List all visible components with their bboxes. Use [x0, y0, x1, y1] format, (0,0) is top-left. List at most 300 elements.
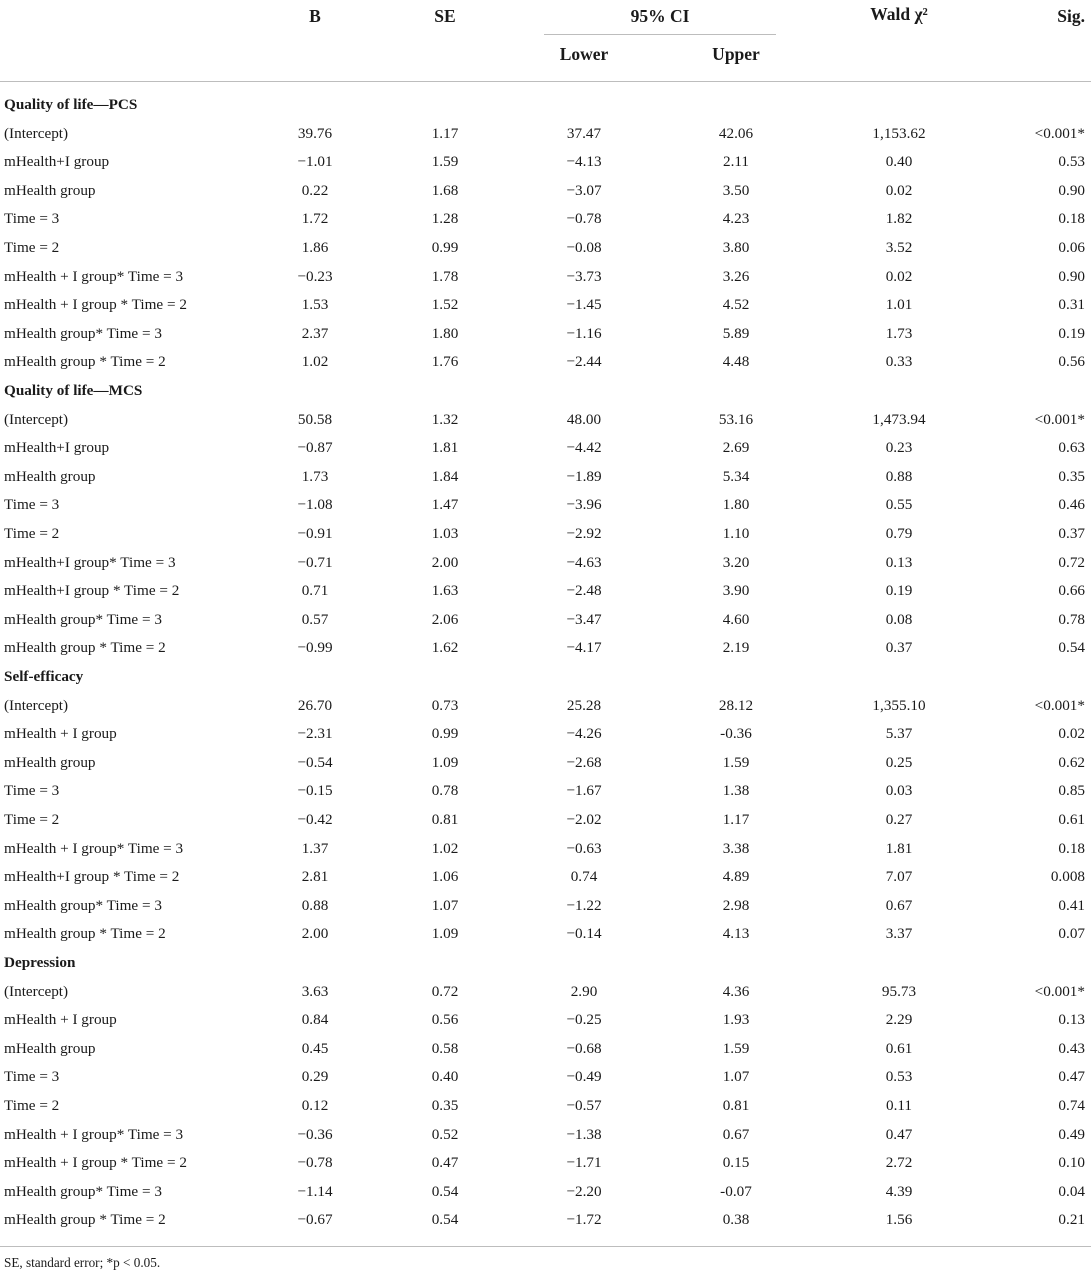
cell-wald: 0.03	[885, 782, 913, 800]
cell-sig: 0.02	[1058, 725, 1085, 743]
row-label: mHealth + I group * Time = 2	[4, 296, 187, 314]
section-row	[0, 382, 1091, 410]
cell-wald: 0.02	[885, 267, 913, 285]
cell-se: 0.58	[431, 1039, 459, 1057]
cell-se: 1.32	[431, 410, 459, 428]
cell-b: −0.42	[297, 811, 333, 828]
row-label: (Intercept)	[4, 124, 69, 142]
cell-b: 39.76	[297, 124, 333, 142]
cell-wald: 7.07	[885, 868, 913, 886]
cell-upper: 0.15	[722, 1154, 750, 1172]
cell-sig: 0.13	[1058, 1011, 1085, 1029]
table-row	[0, 325, 1091, 353]
cell-upper: 2.69	[722, 439, 750, 457]
table-row	[0, 1068, 1091, 1096]
cell-upper: 1.93	[722, 1011, 750, 1029]
row-label: mHealth group* Time = 3	[4, 896, 162, 914]
cell-lower: −4.13	[566, 153, 602, 171]
cell-sig: 0.43	[1058, 1039, 1085, 1057]
table-row	[0, 525, 1091, 553]
cell-upper: 2.98	[722, 896, 750, 914]
cell-lower: −2.20	[566, 1182, 602, 1200]
row-label: mHealth + I group	[4, 725, 117, 743]
cell-upper: 4.52	[722, 296, 750, 314]
cell-b: 1.02	[301, 353, 329, 371]
cell-wald: 0.27	[885, 811, 913, 828]
cell-upper: 3.50	[722, 181, 750, 199]
cell-sig: 0.53	[1058, 153, 1085, 171]
cell-upper: 1.80	[722, 496, 750, 514]
cell-b: −0.15	[297, 782, 333, 800]
cell-b: −0.23	[297, 267, 333, 285]
cell-sig: 0.35	[1058, 467, 1085, 485]
row-label: mHealth group	[4, 467, 96, 485]
cell-b: 1.37	[301, 839, 329, 857]
cell-upper: 1.07	[722, 1068, 750, 1086]
cell-se: 0.78	[431, 782, 459, 800]
header-se: SE	[434, 6, 456, 26]
cell-lower: −4.63	[566, 553, 602, 571]
table-row	[0, 411, 1091, 439]
cell-wald: 1,473.94	[872, 410, 926, 428]
cell-upper: 1.59	[722, 1039, 750, 1057]
cell-upper: 3.80	[722, 239, 750, 256]
table-row	[0, 1097, 1091, 1125]
cell-upper: 3.26	[722, 267, 750, 285]
table-row	[0, 840, 1091, 868]
cell-lower: −3.07	[566, 181, 602, 199]
cell-lower: −0.63	[566, 839, 602, 857]
cell-se: 0.47	[431, 1154, 459, 1172]
row-label: mHealth group * Time = 2	[4, 353, 166, 371]
cell-se: 0.99	[431, 239, 459, 256]
cell-upper: 2.11	[722, 153, 750, 171]
cell-lower: −0.57	[566, 1097, 602, 1114]
cell-upper: 1.59	[722, 753, 750, 771]
cell-wald: 0.79	[885, 525, 913, 542]
cell-se: 1.62	[431, 639, 459, 657]
cell-b: 1.53	[301, 296, 329, 314]
cell-b: 0.88	[301, 896, 329, 914]
cell-wald: 0.37	[885, 639, 913, 657]
table-row	[0, 1040, 1091, 1068]
cell-b: −0.87	[297, 439, 333, 457]
row-label: mHealth + I group* Time = 3	[4, 1125, 184, 1143]
cell-upper: 2.19	[722, 639, 750, 657]
cell-se: 1.09	[431, 753, 459, 771]
section-row	[0, 96, 1091, 124]
cell-b: −0.91	[297, 525, 333, 542]
cell-se: 1.03	[431, 525, 459, 542]
cell-sig: 0.07	[1058, 925, 1085, 943]
cell-sig: 0.72	[1058, 553, 1085, 571]
cell-wald: 1,153.62	[872, 124, 926, 142]
cell-wald: 4.39	[885, 1182, 913, 1200]
cell-upper: 3.90	[722, 582, 750, 600]
cell-wald: 1.82	[885, 210, 913, 228]
header-rule	[0, 81, 1091, 82]
cell-b: 1.73	[301, 467, 329, 485]
cell-b: −0.99	[297, 639, 333, 657]
cell-se: 0.73	[431, 696, 459, 714]
cell-sig: <0.001*	[1034, 124, 1085, 142]
cell-se: 1.52	[431, 296, 459, 314]
section-row	[0, 954, 1091, 982]
table-row	[0, 754, 1091, 782]
cell-lower: −4.17	[566, 639, 602, 657]
cell-wald: 1.73	[885, 324, 913, 342]
row-label: mHealth group* Time = 3	[4, 610, 162, 628]
cell-se: 1.81	[431, 439, 459, 457]
row-label: mHealth + I group* Time = 3	[4, 839, 184, 857]
cell-upper: 4.89	[722, 868, 750, 886]
cell-b: 0.57	[301, 610, 329, 628]
cell-se: 1.07	[431, 896, 459, 914]
cell-b: 0.29	[301, 1068, 329, 1086]
row-label: (Intercept)	[4, 982, 69, 1000]
cell-lower: −1.72	[566, 1211, 602, 1229]
cell-wald: 0.55	[885, 496, 913, 514]
cell-wald: 2.72	[885, 1154, 913, 1172]
cell-upper: 53.16	[718, 410, 754, 428]
cell-sig: 0.62	[1058, 753, 1085, 771]
cell-wald: 3.37	[885, 925, 913, 943]
row-label: mHealth+I group * Time = 2	[4, 582, 180, 600]
table-row	[0, 1154, 1091, 1182]
ci-underline	[544, 34, 776, 35]
cell-upper: 0.38	[722, 1211, 750, 1229]
cell-se: 0.56	[431, 1011, 459, 1029]
table-row	[0, 1211, 1091, 1239]
cell-b: −0.78	[297, 1154, 333, 1172]
cell-lower: −1.16	[566, 324, 602, 342]
cell-wald: 0.19	[885, 582, 913, 600]
cell-wald: 0.53	[885, 1068, 913, 1086]
cell-lower: −0.25	[566, 1011, 602, 1029]
table-row	[0, 897, 1091, 925]
row-label: (Intercept)	[4, 410, 69, 428]
cell-lower: −4.26	[566, 725, 602, 743]
cell-wald: 0.40	[885, 153, 913, 171]
cell-upper: 4.13	[722, 925, 750, 943]
table-row	[0, 182, 1091, 210]
cell-wald: 0.33	[885, 353, 913, 371]
table-row	[0, 268, 1091, 296]
cell-upper: 4.23	[722, 210, 750, 228]
row-label: Time = 3	[4, 210, 60, 228]
cell-lower: 0.74	[570, 868, 598, 886]
table-row	[0, 1183, 1091, 1211]
cell-upper: 0.67	[722, 1125, 750, 1143]
cell-se: 2.00	[431, 553, 459, 571]
cell-wald: 0.47	[885, 1125, 913, 1143]
cell-upper: 4.48	[722, 353, 750, 371]
row-label: mHealth+I group	[4, 439, 110, 457]
cell-b: −0.71	[297, 553, 333, 571]
cell-se: 1.06	[431, 868, 459, 886]
table-row	[0, 1011, 1091, 1039]
row-label: Time = 2	[4, 525, 60, 542]
cell-b: 0.84	[301, 1011, 329, 1029]
header-lower: Lower	[559, 44, 609, 64]
cell-lower: −2.68	[566, 753, 602, 771]
header-wald: Wald χ²	[870, 4, 928, 24]
cell-b: 26.70	[297, 696, 333, 714]
cell-lower: −1.89	[566, 467, 602, 485]
cell-se: 0.35	[431, 1097, 459, 1114]
row-label: mHealth group	[4, 753, 96, 771]
cell-lower: −2.44	[566, 353, 602, 371]
cell-upper: -0.36	[720, 725, 752, 743]
cell-upper: 1.10	[722, 525, 750, 542]
cell-b: −0.36	[297, 1125, 333, 1143]
cell-lower: −2.92	[566, 525, 602, 542]
table-row	[0, 582, 1091, 610]
cell-lower: −0.68	[566, 1039, 602, 1057]
cell-b: −1.01	[297, 153, 333, 171]
cell-upper: 28.12	[718, 696, 754, 714]
cell-sig: 0.008	[1050, 868, 1085, 886]
cell-wald: 0.11	[885, 1097, 913, 1114]
cell-lower: 25.28	[566, 696, 602, 714]
cell-wald: 2.29	[885, 1011, 913, 1029]
cell-lower: 48.00	[566, 410, 602, 428]
cell-b: 50.58	[297, 410, 333, 428]
cell-sig: 0.19	[1058, 324, 1085, 342]
cell-lower: −1.38	[566, 1125, 602, 1143]
table-row	[0, 239, 1091, 267]
header-b: B	[309, 6, 321, 26]
cell-wald: 0.61	[885, 1039, 913, 1057]
cell-se: 1.80	[431, 324, 459, 342]
cell-upper: 4.60	[722, 610, 750, 628]
table-row	[0, 725, 1091, 753]
bottom-rule	[0, 1246, 1091, 1247]
cell-sig: <0.001*	[1034, 410, 1085, 428]
table-row	[0, 868, 1091, 896]
cell-lower: −3.96	[566, 496, 602, 514]
cell-se: 1.63	[431, 582, 459, 600]
header-sig: Sig.	[1057, 6, 1085, 26]
cell-wald: 0.25	[885, 753, 913, 771]
cell-sig: 0.90	[1058, 267, 1085, 285]
row-label: mHealth group* Time = 3	[4, 324, 162, 342]
cell-sig: 0.63	[1058, 439, 1085, 457]
cell-upper: -0.07	[720, 1182, 752, 1200]
cell-sig: 0.18	[1058, 839, 1085, 857]
cell-sig: <0.001*	[1034, 696, 1085, 714]
cell-se: 1.84	[431, 467, 459, 485]
row-label: mHealth group	[4, 181, 96, 199]
cell-se: 1.47	[431, 496, 459, 514]
cell-lower: −1.67	[566, 782, 602, 800]
cell-lower: 2.90	[570, 982, 598, 1000]
row-label: mHealth + I group	[4, 1011, 117, 1029]
cell-lower: −2.48	[566, 582, 602, 600]
cell-se: 0.40	[431, 1068, 459, 1086]
cell-se: 0.99	[431, 725, 459, 743]
cell-wald: 95.73	[881, 982, 917, 1000]
cell-sig: 0.78	[1058, 610, 1085, 628]
cell-se: 2.06	[431, 610, 459, 628]
cell-sig: <0.001*	[1034, 982, 1085, 1000]
row-label: (Intercept)	[4, 696, 69, 714]
cell-se: 0.54	[431, 1211, 459, 1229]
cell-sig: 0.74	[1058, 1097, 1085, 1114]
cell-b: 1.86	[301, 239, 329, 256]
cell-se: 0.52	[431, 1125, 459, 1143]
cell-b: 0.71	[301, 582, 329, 600]
cell-lower: −2.02	[566, 811, 602, 828]
cell-upper: 1.38	[722, 782, 750, 800]
cell-lower: −4.42	[566, 439, 602, 457]
cell-se: 1.59	[431, 153, 459, 171]
cell-wald: 0.67	[885, 896, 913, 914]
section-title: Depression	[4, 954, 76, 971]
cell-wald: 0.23	[885, 439, 913, 457]
cell-wald: 0.08	[885, 610, 913, 628]
cell-sig: 0.37	[1058, 525, 1085, 542]
cell-b: 0.45	[301, 1039, 329, 1057]
row-label: mHealth + I group* Time = 3	[4, 267, 184, 285]
cell-b: 2.37	[301, 324, 329, 342]
cell-se: 1.02	[431, 839, 459, 857]
row-label: Time = 3	[4, 782, 60, 800]
table-row	[0, 296, 1091, 324]
cell-sig: 0.21	[1058, 1211, 1085, 1229]
cell-se: 1.28	[431, 210, 459, 228]
cell-sig: 0.85	[1058, 782, 1085, 800]
cell-lower: −1.71	[566, 1154, 602, 1172]
table-row	[0, 125, 1091, 153]
cell-sig: 0.46	[1058, 496, 1085, 514]
section-row	[0, 668, 1091, 696]
header-upper: Upper	[712, 44, 760, 64]
cell-sig: 0.49	[1058, 1125, 1085, 1143]
cell-sig: 0.66	[1058, 582, 1085, 600]
table-row	[0, 439, 1091, 467]
cell-se: 1.17	[431, 124, 459, 142]
cell-lower: −1.45	[566, 296, 602, 314]
cell-b: 3.63	[301, 982, 329, 1000]
header-ci: 95% CI	[630, 6, 690, 26]
cell-sig: 0.31	[1058, 296, 1085, 314]
table-row	[0, 496, 1091, 524]
cell-lower: −1.22	[566, 896, 602, 914]
cell-b: 1.72	[301, 210, 329, 228]
cell-sig: 0.18	[1058, 210, 1085, 228]
cell-wald: 5.37	[885, 725, 913, 743]
cell-b: −2.31	[297, 725, 333, 743]
cell-wald: 1.01	[885, 296, 913, 314]
cell-b: 2.00	[301, 925, 329, 943]
cell-se: 1.09	[431, 925, 459, 943]
cell-se: 1.76	[431, 353, 459, 371]
cell-upper: 1.17	[722, 811, 750, 828]
row-label: mHealth group * Time = 2	[4, 1211, 166, 1229]
cell-lower: −0.78	[566, 210, 602, 228]
cell-wald: 1.56	[885, 1211, 913, 1229]
row-label: mHealth+I group	[4, 153, 110, 171]
row-label: Time = 3	[4, 496, 60, 514]
table-footnote: SE, standard error; *p < 0.05.	[4, 1255, 161, 1270]
section-title: Quality of life—MCS	[4, 382, 143, 399]
cell-se: 0.54	[431, 1182, 459, 1200]
row-label: Time = 2	[4, 1097, 60, 1114]
section-title: Self-efficacy	[4, 668, 84, 685]
cell-upper: 0.81	[722, 1097, 750, 1114]
table-row	[0, 353, 1091, 381]
cell-wald: 3.52	[885, 239, 913, 256]
row-label: mHealth+I group* Time = 3	[4, 553, 176, 571]
cell-sig: 0.06	[1058, 239, 1085, 256]
cell-b: −0.67	[297, 1211, 333, 1229]
row-label: mHealth group	[4, 1039, 96, 1057]
table-row	[0, 468, 1091, 496]
cell-sig: 0.47	[1058, 1068, 1085, 1086]
cell-wald: 0.88	[885, 467, 913, 485]
cell-b: −1.14	[297, 1182, 333, 1200]
cell-se: 0.72	[431, 982, 459, 1000]
cell-b: 2.81	[301, 868, 329, 886]
table-row	[0, 925, 1091, 953]
table-row	[0, 1126, 1091, 1154]
table-row	[0, 782, 1091, 810]
cell-sig: 0.90	[1058, 181, 1085, 199]
row-label: Time = 2	[4, 811, 60, 828]
cell-b: 0.22	[301, 181, 329, 199]
row-label: mHealth group * Time = 2	[4, 925, 166, 943]
row-label: mHealth group* Time = 3	[4, 1182, 162, 1200]
table-row	[0, 639, 1091, 667]
cell-upper: 5.34	[722, 467, 750, 485]
section-title: Quality of life—PCS	[4, 96, 138, 113]
row-label: mHealth group * Time = 2	[4, 639, 166, 657]
table-row	[0, 153, 1091, 181]
cell-wald: 1.81	[885, 839, 913, 857]
cell-wald: 1,355.10	[872, 696, 926, 714]
cell-upper: 3.38	[722, 839, 750, 857]
row-label: mHealth + I group * Time = 2	[4, 1154, 187, 1172]
cell-upper: 5.89	[722, 324, 750, 342]
cell-b: −0.54	[297, 753, 333, 771]
cell-lower: −0.49	[566, 1068, 602, 1086]
cell-lower: −3.73	[566, 267, 602, 285]
cell-b: −1.08	[297, 496, 333, 514]
cell-upper: 4.36	[722, 982, 750, 1000]
row-label: Time = 2	[4, 239, 60, 256]
table-row	[0, 983, 1091, 1011]
cell-sig: 0.54	[1058, 639, 1085, 657]
cell-upper: 42.06	[718, 124, 754, 142]
cell-lower: 37.47	[566, 124, 602, 142]
table-row	[0, 697, 1091, 725]
cell-sig: 0.10	[1058, 1154, 1085, 1172]
table-row	[0, 811, 1091, 839]
cell-lower: −0.14	[566, 925, 602, 943]
cell-b: 0.12	[301, 1097, 329, 1114]
cell-se: 1.78	[431, 267, 459, 285]
cell-se: 0.81	[431, 811, 459, 828]
cell-wald: 0.02	[885, 181, 913, 199]
cell-lower: −0.08	[566, 239, 602, 256]
table-row	[0, 611, 1091, 639]
cell-lower: −3.47	[566, 610, 602, 628]
cell-wald: 0.13	[885, 553, 913, 571]
row-label: mHealth+I group * Time = 2	[4, 868, 180, 886]
cell-sig: 0.56	[1058, 353, 1085, 371]
table-row	[0, 210, 1091, 238]
